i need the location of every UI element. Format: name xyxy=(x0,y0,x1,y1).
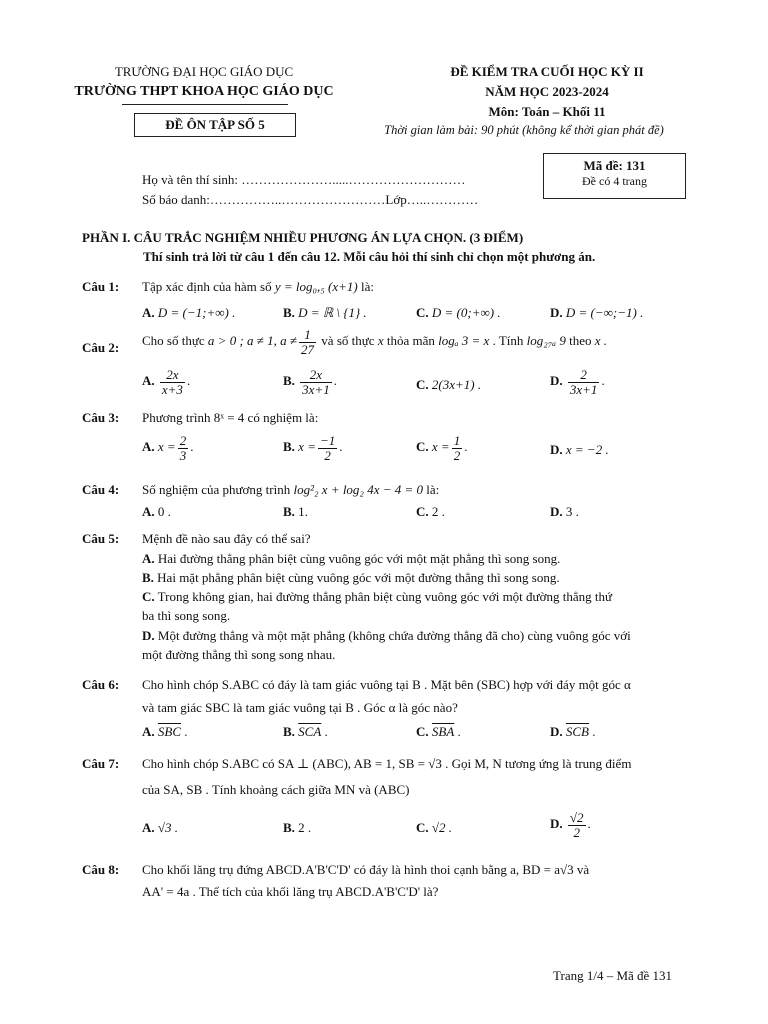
option-letter: B. xyxy=(283,724,295,739)
q2-condition-a: a > 0 ; a ≠ 1, a ≠ xyxy=(207,333,298,349)
q8-text-line2: AA' = 4a . Thể tích của khối lăng trụ ABCD.A'B'C'D' là? xyxy=(142,884,439,899)
q5-option-d-cont: một đường thẳng thì song song nhau. xyxy=(142,647,336,662)
q2-var-end: x . xyxy=(594,333,608,349)
option-letter: D. xyxy=(550,504,563,519)
option-fraction xyxy=(452,434,463,462)
q5-option-a[interactable] xyxy=(142,551,687,567)
q2-target: log₂₇ₐ 9 xyxy=(526,333,566,349)
option-letter: A. xyxy=(142,820,155,835)
q2-text xyxy=(142,328,607,356)
q1-function: y = log₀,₅ (x+1) xyxy=(274,279,358,294)
option-letter: A. xyxy=(142,724,155,739)
q3-option-c[interactable] xyxy=(416,434,467,462)
q8-label: Câu 8: xyxy=(82,862,120,877)
option-period: . xyxy=(457,724,461,739)
option-text: Trong không gian, hai đường thẳng phân biệt cùng vuông góc với một đường thẳng thứ xyxy=(157,589,613,604)
option-text: √2 . xyxy=(431,820,453,835)
option-var: x = xyxy=(431,439,450,455)
option-letter: D. xyxy=(550,724,563,739)
q6-option-a[interactable] xyxy=(142,724,188,740)
q7-text-line1: Cho hình chóp S.ABC có SA ⊥ (ABC), AB = 1, SB = √3 . Gọi M, N tương ứng là trung điểm xyxy=(142,756,632,771)
frac-den: 2 xyxy=(453,447,461,463)
option-letter: D. xyxy=(550,305,563,320)
part1-instruction: Thí sinh trả lời từ câu 1 đến câu 12. Mỗi câu hỏi thí sinh chỉ chọn một phương án. xyxy=(143,249,596,264)
review-label: ĐỀ ÔN TẬP SỐ 5 xyxy=(165,117,265,132)
frac-num: 1 xyxy=(304,327,311,342)
frac-num: 2 xyxy=(580,367,587,382)
option-letter: A. xyxy=(142,373,155,389)
q6-label: Câu 6: xyxy=(82,677,120,692)
q3-option-d[interactable] xyxy=(550,442,609,458)
q7-label: Câu 7: xyxy=(82,756,120,771)
frac-num: 2x xyxy=(166,367,179,382)
option-letter: C. xyxy=(416,305,429,320)
option-angle: $\overline{SBC}$ xyxy=(157,724,182,739)
exam-code-box xyxy=(543,153,686,199)
option-letter: D. xyxy=(142,628,155,643)
option-text: D = ℝ \ {1} . xyxy=(298,305,367,320)
option-letter: C. xyxy=(142,589,155,604)
frac-den: 3x+1 xyxy=(302,381,330,397)
q2-option-a[interactable] xyxy=(142,368,190,396)
q2-option-c[interactable] xyxy=(416,377,481,393)
option-period: . xyxy=(184,724,188,739)
option-fraction xyxy=(178,434,189,462)
q6-text-line1: Cho hình chóp S.ABC có đáy là tam giác vuông tại B . Mặt bên (SBC) hợp với đáy một góc α xyxy=(142,677,631,692)
option-var: x = xyxy=(157,439,176,455)
option-period: . xyxy=(190,439,194,455)
review-label-box xyxy=(134,113,296,137)
q2-condition: logₐ 3 = x xyxy=(438,333,490,349)
q8-text-line1: Cho khối lăng trụ đứng ABCD.A'B'C'D' có đáy là hình thoi cạnh bằng a, BD = a√3 và xyxy=(142,862,590,877)
q2-var: x xyxy=(377,333,384,349)
q6-text-line2: và tam giác SBC là tam giác vuông tại B . Góc α là góc nào? xyxy=(142,700,458,715)
q7-option-b[interactable] xyxy=(283,820,311,836)
option-letter: C. xyxy=(416,724,429,739)
option-letter: A. xyxy=(142,551,155,566)
q2-stem-5: theo xyxy=(565,333,595,349)
option-text: D = (0;+∞) . xyxy=(431,305,501,320)
q4-stem-end: là: xyxy=(423,482,440,497)
option-letter: D. xyxy=(550,816,563,832)
option-letter: A. xyxy=(142,305,155,320)
q3-option-b[interactable] xyxy=(283,434,343,462)
q4-option-c[interactable] xyxy=(416,504,445,520)
q5-option-c-cont: ba thì song song. xyxy=(142,608,231,623)
frac-den: 2 xyxy=(318,448,337,463)
university-name: TRƯỜNG ĐẠI HỌC GIÁO DỤC xyxy=(114,64,294,79)
q1-option-d[interactable] xyxy=(550,305,643,321)
school-name: TRƯỜNG THPT KHOA HỌC GIÁO DỤC xyxy=(74,84,334,99)
subject-label: Môn: Toán – Khối 11 xyxy=(488,104,606,119)
option-letter: B. xyxy=(283,504,295,519)
q6-option-d[interactable] xyxy=(550,724,596,740)
q3-label: Câu 3: xyxy=(82,410,120,425)
q4-text xyxy=(142,482,439,498)
exam-code: Mã đề: 131 xyxy=(583,158,646,173)
part1-title: PHẦN I. CÂU TRẮC NGHIỆM NHIỀU PHƯƠNG ÁN LỰA CHỌN. (3 ĐIỂM) xyxy=(82,230,524,245)
option-letter: D. xyxy=(550,442,563,457)
q6-option-b[interactable] xyxy=(283,724,328,740)
option-fraction xyxy=(568,811,586,839)
frac-num: 2 xyxy=(179,433,187,448)
student-id-line: Số báo danh:……………..……………………Lớp…..………… xyxy=(142,192,479,207)
option-text: 2 . xyxy=(298,820,312,835)
option-letter: C. xyxy=(416,439,429,455)
q7-text-line2: của SA, SB . Tính khoảng cách giữa MN và (ABC) xyxy=(142,782,410,797)
option-period: . xyxy=(186,373,191,389)
option-letter: A. xyxy=(142,439,155,455)
frac-den: x+3 xyxy=(161,381,183,397)
option-letter: C. xyxy=(416,504,429,519)
option-text: D = (−∞;−1) . xyxy=(565,305,644,320)
time-note: Thời gian làm bài: 90 phút (không kể thời gian phát đề) xyxy=(384,123,664,137)
option-letter: B. xyxy=(283,373,295,389)
q6-option-c[interactable] xyxy=(416,724,461,740)
student-name-line: Họ và tên thí sinh: ………………….....……………………… xyxy=(142,172,466,187)
q2-stem: Cho số thực xyxy=(142,333,208,349)
q4-equation: log²₂ x + log₂ 4x − 4 = 0 xyxy=(293,482,424,497)
q5-option-c[interactable] xyxy=(142,589,687,605)
option-text: 3 . xyxy=(565,504,579,519)
option-period: . xyxy=(587,816,591,832)
option-text: x = −2 . xyxy=(565,442,609,457)
option-letter: C. xyxy=(416,820,429,835)
frac-num: 1 xyxy=(453,433,461,448)
q4-stem: Số nghiệm của phương trình xyxy=(142,482,294,497)
q2-stem-2: và số thực xyxy=(318,333,378,349)
q7-option-d[interactable] xyxy=(550,811,591,839)
option-letter: B. xyxy=(283,439,295,455)
q1-option-b[interactable] xyxy=(283,305,367,321)
q2-fraction xyxy=(299,328,316,356)
option-text: √3 . xyxy=(157,820,179,835)
q4-label: Câu 4: xyxy=(82,482,120,497)
option-angle: $\overline{SBA}$ xyxy=(431,724,455,739)
option-text: 2(3x+1) . xyxy=(431,377,482,392)
frac-den: 3 xyxy=(179,447,187,463)
page-count: Đề có 4 trang xyxy=(582,174,647,188)
option-var: x = xyxy=(298,439,316,455)
q1-stem-end: là: xyxy=(357,279,374,294)
option-period: . xyxy=(592,724,596,739)
option-letter: B. xyxy=(283,305,295,320)
school-year: NĂM HỌC 2023-2024 xyxy=(485,84,609,99)
frac-num: −1 xyxy=(319,433,336,448)
q1-option-a[interactable] xyxy=(142,305,235,321)
q4-option-d[interactable] xyxy=(550,504,579,520)
frac-den: 27 xyxy=(301,341,315,357)
q1-label: Câu 1: xyxy=(82,279,120,294)
option-angle: $\overline{SCB}$ xyxy=(565,724,590,739)
option-period: . xyxy=(324,724,328,739)
q3-option-a[interactable] xyxy=(142,434,193,462)
option-letter: B. xyxy=(283,820,295,835)
exam-title: ĐỀ KIỂM TRA CUỐI HỌC KỲ II xyxy=(450,64,644,79)
q3-text: Phương trình 8ˣ = 4 có nghiệm là: xyxy=(142,410,319,425)
option-letter: A. xyxy=(142,504,155,519)
q7-option-a[interactable] xyxy=(142,820,178,836)
option-text: D = (−1;+∞) . xyxy=(157,305,236,320)
option-period: . xyxy=(601,373,605,389)
q2-label: Câu 2: xyxy=(82,340,120,355)
option-text: 2 . xyxy=(431,504,445,519)
option-fraction xyxy=(568,368,600,396)
q1-stem: Tập xác định của hàm số xyxy=(142,279,275,294)
q1-option-c[interactable] xyxy=(416,305,501,321)
q2-option-b[interactable] xyxy=(283,368,337,396)
option-text: 1. xyxy=(298,504,308,519)
option-text: Hai đường thẳng phân biệt cùng vuông góc với một mặt phẳng thì song song. xyxy=(157,551,561,566)
q4-option-a[interactable] xyxy=(142,504,171,520)
frac-den: 3x+1 xyxy=(569,381,598,397)
frac-den: 2 xyxy=(568,825,586,840)
option-text: Một đường thẳng và một mặt phẳng (không chứa đường thẳng đã cho) cùng vuông góc với xyxy=(157,628,631,643)
q4-option-b[interactable] xyxy=(283,504,308,520)
q2-stem-3: thỏa mãn xyxy=(383,333,439,349)
frac-num: 2x xyxy=(309,367,323,382)
option-text: Hai mặt phẳng phân biệt cùng vuông góc với một đường thẳng thì song song. xyxy=(157,570,560,585)
q1-text xyxy=(142,279,374,295)
frac-num: √2 xyxy=(569,810,584,825)
option-letter: C. xyxy=(416,377,429,392)
option-period: . xyxy=(464,439,468,455)
option-letter: B. xyxy=(142,570,154,585)
q5-text: Mệnh đề nào sau đây có thể sai? xyxy=(142,531,311,546)
q5-option-b[interactable] xyxy=(142,570,687,586)
option-fraction xyxy=(318,434,337,462)
option-letter: D. xyxy=(550,373,563,389)
q5-option-d[interactable] xyxy=(142,628,687,644)
q7-option-c[interactable] xyxy=(416,820,452,836)
option-period: . xyxy=(339,439,343,455)
option-text: 0 . xyxy=(157,504,171,519)
q5-label: Câu 5: xyxy=(82,531,120,546)
option-fraction xyxy=(160,368,185,396)
page-footer: Trang 1/4 – Mã đề 131 xyxy=(553,968,673,983)
q2-option-d[interactable] xyxy=(550,368,605,396)
option-period: . xyxy=(333,373,337,389)
header-underline xyxy=(122,104,288,105)
q2-stem-4: . Tính xyxy=(489,333,527,349)
option-fraction xyxy=(300,368,332,396)
option-angle: $\overline{SCA}$ xyxy=(298,724,322,739)
